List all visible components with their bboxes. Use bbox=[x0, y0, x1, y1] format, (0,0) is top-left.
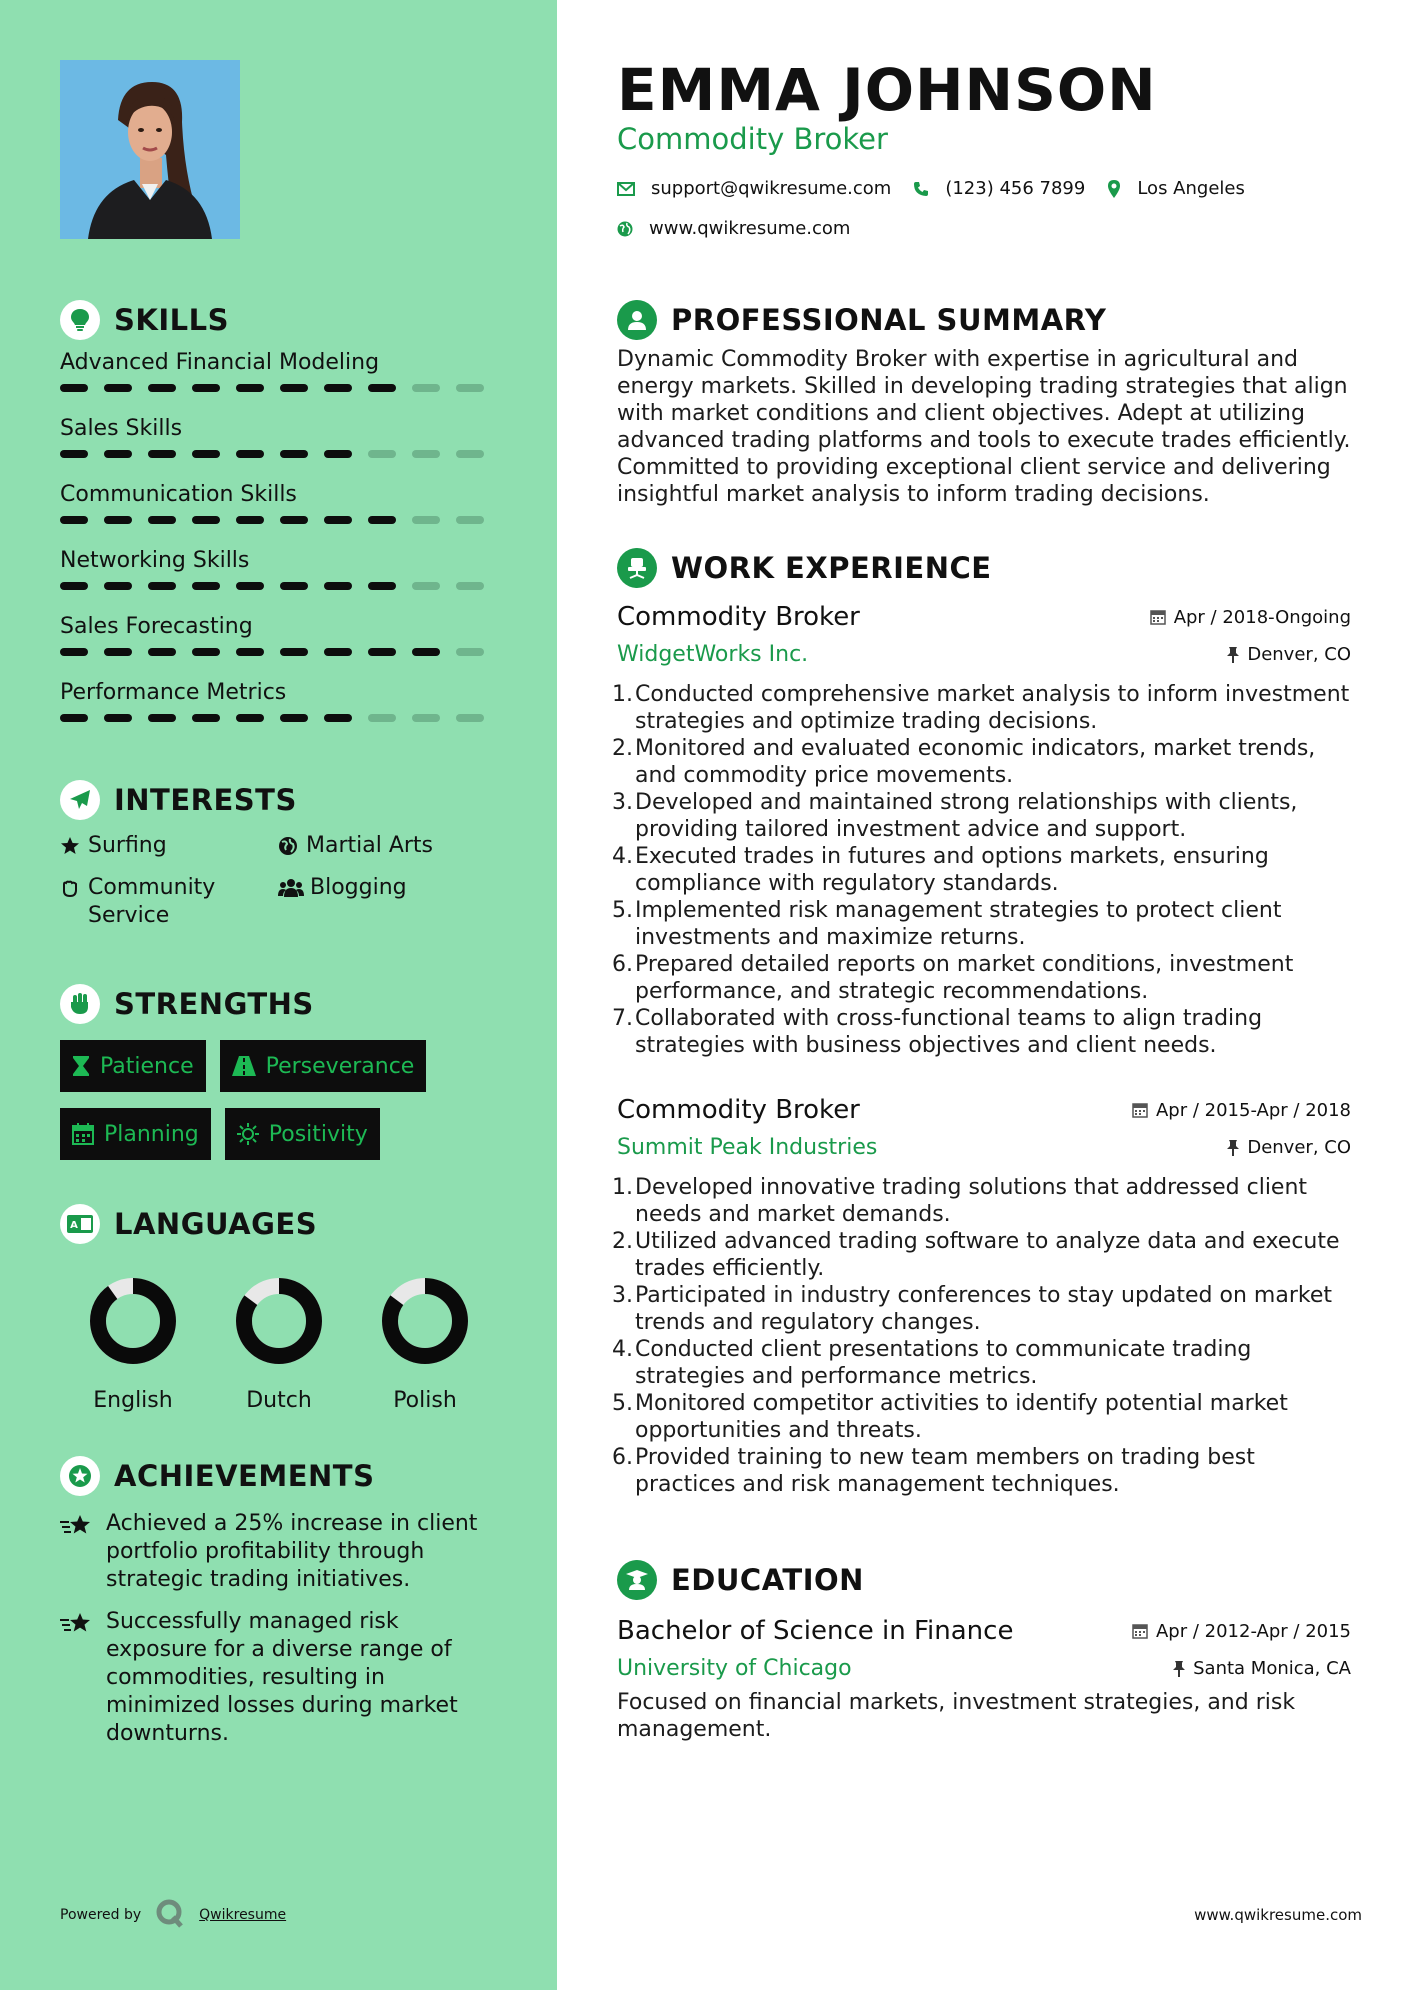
job-bullets bbox=[612, 1174, 1351, 1498]
skill-level-dash bbox=[368, 450, 396, 458]
job-bullet bbox=[612, 1282, 1351, 1336]
skill-level-dash bbox=[456, 384, 484, 392]
skill-level-bar bbox=[60, 582, 500, 590]
bullet-text: Monitored competitor activities to identify potential market opportunities and threats. bbox=[635, 1391, 1288, 1443]
skill-level-dash bbox=[324, 516, 352, 524]
education-title: EDUCATION bbox=[671, 1563, 864, 1597]
skill-level-dash bbox=[192, 714, 220, 722]
language-level-ring bbox=[234, 1276, 324, 1366]
road-icon bbox=[232, 1056, 256, 1076]
contact-website[interactable] bbox=[617, 218, 850, 239]
skill-level-dash bbox=[104, 384, 132, 392]
language-item bbox=[352, 1276, 498, 1413]
user-icon bbox=[617, 300, 657, 340]
contact-email[interactable] bbox=[617, 178, 891, 199]
interest-item bbox=[60, 874, 278, 930]
skill-level-dash bbox=[104, 714, 132, 722]
bullet-number: 5. bbox=[612, 898, 633, 923]
education-date bbox=[1132, 1621, 1351, 1642]
interest-item bbox=[278, 832, 498, 860]
skill-level-bar bbox=[60, 648, 500, 656]
bullet-number: 5. bbox=[612, 1391, 633, 1416]
job-title: Commodity Broker bbox=[617, 602, 860, 632]
bullet-text: Conducted client presentations to communicate trading strategies and performance metrics. bbox=[635, 1337, 1252, 1389]
job-bullet bbox=[612, 1174, 1351, 1228]
skill-level-dash bbox=[60, 648, 88, 656]
skill-level-dash bbox=[148, 516, 176, 524]
shooting-star-icon bbox=[60, 1608, 106, 1748]
job-bullet bbox=[612, 1228, 1351, 1282]
skills-section bbox=[60, 298, 500, 742]
skill-level-dash bbox=[60, 384, 88, 392]
skill-label: Advanced Financial Modeling bbox=[60, 350, 380, 375]
contact-row bbox=[617, 178, 1267, 199]
briefcase-chair-icon bbox=[617, 548, 657, 588]
footer-url[interactable]: www.qwikresume.com bbox=[1194, 1906, 1362, 1924]
skill-label: Networking Skills bbox=[60, 548, 250, 573]
languages-list bbox=[60, 1276, 500, 1413]
powered-by-label: Powered by bbox=[60, 1907, 142, 1923]
lightbulb-icon bbox=[60, 300, 100, 340]
interest-label: Blogging bbox=[310, 875, 407, 900]
skill-level-dash bbox=[192, 384, 220, 392]
job-bullet bbox=[612, 789, 1351, 843]
skill-level-dash bbox=[324, 648, 352, 656]
language-level-ring bbox=[88, 1276, 178, 1366]
paper-plane-icon bbox=[60, 780, 100, 820]
interest-item bbox=[60, 832, 278, 860]
star-icon bbox=[60, 832, 88, 860]
language-label: Polish bbox=[393, 1388, 457, 1413]
strength-label: Planning bbox=[104, 1121, 199, 1147]
skill-label: Performance Metrics bbox=[60, 680, 287, 705]
sun-icon bbox=[237, 1123, 259, 1145]
job-bullet bbox=[612, 897, 1351, 951]
skill-level-dash bbox=[60, 450, 88, 458]
skill-level-dash bbox=[456, 516, 484, 524]
skill-level-dash bbox=[324, 450, 352, 458]
skill-level-dash bbox=[412, 516, 440, 524]
interest-label: Community Service bbox=[88, 875, 216, 928]
language-ring-fill bbox=[98, 1286, 168, 1356]
bullet-text: Implemented risk management strategies to protect client investments and maximize returns. bbox=[635, 898, 1282, 950]
skill-level-dash bbox=[236, 582, 264, 590]
skill-level-dash bbox=[324, 582, 352, 590]
company-name: Summit Peak Industries bbox=[617, 1135, 878, 1160]
skill-item bbox=[60, 412, 500, 478]
languages-section bbox=[60, 1202, 500, 1413]
skill-label: Communication Skills bbox=[60, 482, 297, 507]
svg-text:A: A bbox=[70, 1220, 78, 1231]
bullet-number: 6. bbox=[612, 952, 633, 977]
interests-list bbox=[60, 832, 500, 930]
language-item bbox=[60, 1276, 206, 1413]
skill-label: Sales Forecasting bbox=[60, 614, 253, 639]
skill-item bbox=[60, 610, 500, 676]
language-item bbox=[206, 1276, 352, 1413]
job-bullets bbox=[612, 681, 1351, 1059]
skill-level-bar bbox=[60, 450, 500, 458]
skill-item bbox=[60, 676, 500, 742]
skill-level-dash bbox=[412, 582, 440, 590]
skill-level-dash bbox=[368, 582, 396, 590]
summary-section bbox=[617, 298, 1351, 508]
skill-level-dash bbox=[456, 714, 484, 722]
pushpin-icon bbox=[1227, 1140, 1239, 1156]
sidebar bbox=[0, 0, 557, 1990]
skill-item bbox=[60, 346, 500, 412]
job-bullet bbox=[612, 1444, 1351, 1498]
job-bullet bbox=[612, 1005, 1351, 1059]
skill-level-dash bbox=[104, 582, 132, 590]
job-bullet bbox=[612, 735, 1351, 789]
skill-level-dash bbox=[280, 582, 308, 590]
skill-level-dash bbox=[60, 582, 88, 590]
globe-icon bbox=[278, 832, 306, 860]
bullet-number: 6. bbox=[612, 1445, 633, 1470]
job-location bbox=[1227, 644, 1351, 665]
job-bullet bbox=[612, 1336, 1351, 1390]
education-section bbox=[617, 1558, 1351, 1743]
language-label: English bbox=[93, 1388, 173, 1413]
bullet-number: 7. bbox=[612, 1006, 633, 1031]
skill-level-dash bbox=[236, 450, 264, 458]
contact-phone[interactable] bbox=[913, 178, 1085, 199]
strength-chip bbox=[60, 1040, 206, 1092]
bullet-text: Conducted comprehensive market analysis to inform investment strategies and optimize trading decisions. bbox=[635, 682, 1350, 734]
skill-level-dash bbox=[368, 714, 396, 722]
bullet-text: Monitored and evaluated economic indicators, market trends, and commodity price movements. bbox=[635, 736, 1316, 788]
strength-chip bbox=[225, 1108, 380, 1160]
qwikresume-link[interactable]: Qwikresume bbox=[199, 1907, 287, 1923]
candidate-role: Commodity Broker bbox=[617, 122, 888, 156]
job-bullet bbox=[612, 951, 1351, 1005]
qwikresume-logo-icon bbox=[155, 1898, 185, 1932]
bullet-text: Executed trades in futures and options markets, ensuring compliance with regulatory standards. bbox=[635, 844, 1269, 896]
job-location-text: Denver, CO bbox=[1247, 1137, 1351, 1158]
interests-section bbox=[60, 778, 500, 930]
bullet-number: 4. bbox=[612, 844, 633, 869]
skill-level-dash bbox=[192, 450, 220, 458]
powered-by bbox=[60, 1898, 286, 1932]
interest-label: Surfing bbox=[88, 833, 167, 858]
skill-level-bar bbox=[60, 516, 500, 524]
strength-label: Positivity bbox=[268, 1121, 368, 1147]
skill-level-bar bbox=[60, 384, 500, 392]
skill-level-dash bbox=[148, 648, 176, 656]
bullet-text: Participated in industry conferences to stay updated on market trends and regulatory changes. bbox=[635, 1283, 1332, 1335]
email-text: support@qwikresume.com bbox=[651, 178, 892, 199]
job-entry bbox=[612, 602, 1351, 1059]
calendar-icon bbox=[1150, 609, 1166, 625]
phone-text: (123) 456 7899 bbox=[945, 178, 1086, 199]
bullet-number: 2. bbox=[612, 736, 633, 761]
location-text: Los Angeles bbox=[1137, 178, 1245, 199]
skill-level-dash bbox=[236, 648, 264, 656]
skill-item bbox=[60, 544, 500, 610]
skill-item bbox=[60, 478, 500, 544]
skill-level-dash bbox=[412, 384, 440, 392]
skill-level-dash bbox=[192, 582, 220, 590]
skill-level-dash bbox=[148, 714, 176, 722]
skill-level-dash bbox=[148, 582, 176, 590]
bullet-text: Developed innovative trading solutions that addressed client needs and market demands. bbox=[635, 1175, 1308, 1227]
fist-icon bbox=[60, 984, 100, 1024]
bullet-text: Developed and maintained strong relationships with clients, providing tailored investment advice and support. bbox=[635, 790, 1298, 842]
website-text: www.qwikresume.com bbox=[649, 218, 851, 239]
education-date-text: Apr / 2012-Apr / 2015 bbox=[1155, 1620, 1351, 1642]
skill-level-dash bbox=[280, 516, 308, 524]
job-title: Commodity Broker bbox=[617, 1095, 860, 1125]
phone-icon bbox=[913, 181, 929, 197]
skill-level-dash bbox=[148, 450, 176, 458]
achievement-text: Successfully managed risk exposure for a diverse range of commodities, resulting in minimized losses during market downturns. bbox=[106, 1609, 458, 1746]
website-row bbox=[617, 218, 872, 239]
bullet-number: 4. bbox=[612, 1337, 633, 1362]
envelope-icon bbox=[617, 182, 635, 196]
pushpin-icon bbox=[1227, 647, 1239, 663]
job-date-text: Apr / 2018-Ongoing bbox=[1173, 606, 1351, 628]
achievement-item bbox=[60, 1608, 500, 1748]
interest-label: Martial Arts bbox=[306, 833, 434, 858]
bullet-text: Prepared detailed reports on market conditions, investment performance, and strategic recommendations. bbox=[635, 952, 1294, 1004]
job-bullet bbox=[612, 843, 1351, 897]
strengths-list bbox=[60, 1040, 480, 1160]
job-bullet bbox=[612, 1390, 1351, 1444]
job-date bbox=[1150, 607, 1351, 628]
interests-title: INTERESTS bbox=[114, 783, 297, 817]
skill-level-dash bbox=[280, 648, 308, 656]
skill-level-dash bbox=[236, 714, 264, 722]
skills-list bbox=[60, 346, 500, 742]
interest-item bbox=[278, 874, 498, 930]
bullet-number: 3. bbox=[612, 1283, 633, 1308]
job-date-text: Apr / 2015-Apr / 2018 bbox=[1155, 1099, 1351, 1121]
calendar-icon bbox=[72, 1123, 94, 1145]
skill-level-dash bbox=[324, 384, 352, 392]
bullet-text: Utilized advanced trading software to analyze data and execute trades efficiently. bbox=[635, 1229, 1340, 1281]
skill-level-dash bbox=[280, 384, 308, 392]
achievement-item bbox=[60, 1510, 500, 1594]
graduate-icon bbox=[617, 1560, 657, 1600]
skill-level-dash bbox=[368, 516, 396, 524]
strength-chip bbox=[60, 1108, 211, 1160]
skills-title: SKILLS bbox=[114, 303, 229, 337]
skill-level-dash bbox=[60, 516, 88, 524]
languages-title: LANGUAGES bbox=[114, 1207, 318, 1241]
skill-level-dash bbox=[412, 714, 440, 722]
skill-label: Sales Skills bbox=[60, 416, 183, 441]
education-location bbox=[1173, 1658, 1351, 1679]
shooting-star-icon bbox=[60, 1510, 106, 1594]
candidate-name: EMMA JOHNSON bbox=[617, 56, 1157, 124]
skill-level-dash bbox=[236, 384, 264, 392]
skill-level-dash bbox=[280, 450, 308, 458]
strength-label: Perseverance bbox=[265, 1053, 415, 1079]
job-bullet bbox=[612, 681, 1351, 735]
skill-level-dash bbox=[280, 714, 308, 722]
education-text: Focused on financial markets, investment strategies, and risk management. bbox=[617, 1690, 1296, 1742]
skill-level-dash bbox=[148, 384, 176, 392]
skill-level-dash bbox=[192, 516, 220, 524]
skill-level-bar bbox=[60, 714, 500, 722]
strengths-title: STRENGTHS bbox=[114, 987, 314, 1021]
achievements-section bbox=[60, 1454, 500, 1748]
education-location-text: Santa Monica, CA bbox=[1193, 1658, 1351, 1679]
calendar-icon bbox=[1132, 1102, 1148, 1118]
hourglass-icon bbox=[72, 1055, 90, 1077]
globe-icon bbox=[617, 221, 633, 237]
skill-level-dash bbox=[192, 648, 220, 656]
skill-level-dash bbox=[456, 582, 484, 590]
achievements-title: ACHIEVEMENTS bbox=[114, 1459, 375, 1493]
job-location bbox=[1227, 1137, 1351, 1158]
skill-level-dash bbox=[60, 714, 88, 722]
skill-level-dash bbox=[324, 714, 352, 722]
language-label: Dutch bbox=[246, 1388, 312, 1413]
map-pin-icon bbox=[1107, 180, 1121, 198]
skill-level-dash bbox=[368, 384, 396, 392]
skill-level-dash bbox=[104, 648, 132, 656]
skill-level-dash bbox=[456, 648, 484, 656]
strength-label: Patience bbox=[100, 1053, 194, 1079]
contact-location bbox=[1107, 178, 1245, 199]
skill-level-dash bbox=[412, 450, 440, 458]
bullet-text: Provided training to new team members on trading best practices and risk management techniques. bbox=[635, 1445, 1255, 1497]
award-star-icon bbox=[60, 1456, 100, 1496]
skill-level-dash bbox=[104, 516, 132, 524]
summary-title: PROFESSIONAL SUMMARY bbox=[671, 303, 1107, 337]
experience-section bbox=[612, 546, 1351, 1498]
users-icon bbox=[278, 874, 310, 902]
calendar-icon bbox=[1132, 1623, 1148, 1639]
language-icon bbox=[60, 1204, 100, 1244]
bullet-text: Collaborated with cross-functional teams to align trading strategies with business objectives and client needs. bbox=[635, 1006, 1263, 1058]
achievement-text: Achieved a 25% increase in client portfolio profitability through strategic trading initiatives. bbox=[106, 1511, 478, 1592]
hand-icon bbox=[60, 874, 88, 902]
skill-level-dash bbox=[412, 648, 440, 656]
job-entry bbox=[612, 1095, 1351, 1498]
skill-level-dash bbox=[104, 450, 132, 458]
job-location-text: Denver, CO bbox=[1247, 644, 1351, 665]
job-date bbox=[1132, 1100, 1351, 1121]
bullet-number: 1. bbox=[612, 1175, 633, 1200]
bullet-number: 1. bbox=[612, 682, 633, 707]
strengths-section bbox=[60, 982, 500, 1160]
school-name: University of Chicago bbox=[617, 1656, 852, 1681]
experience-title: WORK EXPERIENCE bbox=[671, 551, 992, 585]
language-level-ring bbox=[380, 1276, 470, 1366]
profile-photo bbox=[60, 60, 240, 239]
bullet-number: 2. bbox=[612, 1229, 633, 1254]
skill-level-dash bbox=[236, 516, 264, 524]
bullet-number: 3. bbox=[612, 790, 633, 815]
pushpin-icon bbox=[1173, 1661, 1185, 1677]
company-name: WidgetWorks Inc. bbox=[617, 642, 809, 667]
summary-text: Dynamic Commodity Broker with expertise in agricultural and energy markets. Skilled in developing trading strategies that align with market conditions and client objectives. Adept at utilizing advanced trading platforms and tools to execute trades efficiently. Committed to providing exceptional client service and delivering insightful market analysis to inform trading decisions. bbox=[617, 347, 1351, 507]
skill-level-dash bbox=[368, 648, 396, 656]
strength-chip bbox=[220, 1040, 427, 1092]
skill-level-dash bbox=[456, 450, 484, 458]
degree-title: Bachelor of Science in Finance bbox=[617, 1616, 1014, 1646]
